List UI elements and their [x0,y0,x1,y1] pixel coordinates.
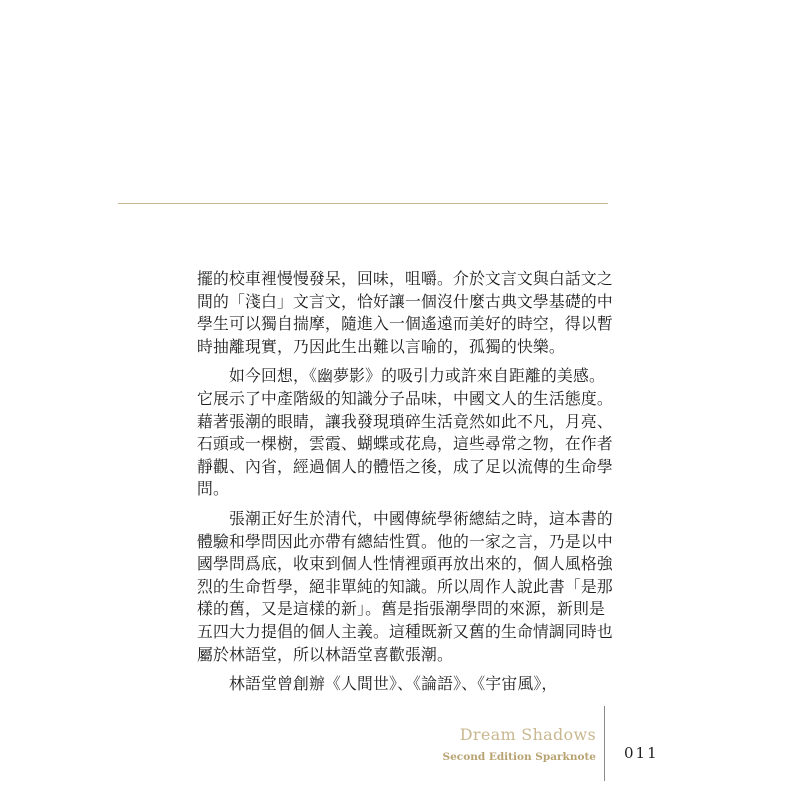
text-line: 石頭或一棵樹，雲霞、蝴蝶或花鳥，這些尋常之物，在作者 [197,434,613,454]
footer-divider [604,706,605,781]
text-line: 藉著張潮的眼睛，讓我發現瑣碎生活竟然如此不凡，月亮、 [197,411,613,431]
running-title: Dream Shadows [459,725,596,744]
text-line: 擺的校車裡慢慢發呆，回味，咀嚼。介於文言文與白話文之 [197,269,613,288]
page-number: 011 [624,744,659,762]
text-line: 屬於林語堂，所以林語堂喜歡張潮。 [197,644,453,664]
text-line: 國學問爲底，收束到個人性情裡頭再放出來的，個人風格強 [197,554,613,574]
body-text [197,268,617,703]
text-line: 烈的生命哲學，絕非單純的知識。所以周作人說此書「是那 [197,576,613,596]
text-line: 體驗和學問因此亦帶有總結性質。他的一家之言，乃是以中 [197,531,613,551]
paragraph [197,268,617,358]
running-subtitle: Second Edition Sparknote [442,751,596,763]
text-line: 時抽離現實，乃因此生出難以言喻的，孤獨的快樂。 [197,336,565,356]
text-line: 問。 [197,479,229,499]
text-line: 林語堂曾創辦《人間世》、《論語》、《宇宙風》， [229,674,558,694]
paragraph [197,673,617,696]
text-line: 如今回想，《幽夢影》的吸引力或許來自距離的美感。 [229,366,606,386]
text-line: 樣的舊，又是這樣的新」。舊是指張潮學問的來源，新則是 [197,599,606,619]
header-divider [118,203,608,204]
text-line: 它展示了中產階級的知識分子品味，中國文人的生活態度。 [197,388,613,408]
text-line: 間的「淺白」文言文，恰好讓一個沒什麼古典文學基礎的中 [197,291,613,311]
text-line: 學生可以獨自揣摩，隨進入一個遙遠而美好的時空，得以暫 [197,314,613,334]
text-line: 靜觀、內省，經過個人的體悟之後，成了足以流傳的生命學 [197,456,613,476]
paragraph [197,365,617,501]
text-line: 五四大力提倡的個人主義。這種既新又舊的生命情調同時也 [197,621,613,641]
text-line: 張潮正好生於清代，中國傳統學術總結之時，這本書的 [229,508,613,528]
paragraph [197,508,617,666]
